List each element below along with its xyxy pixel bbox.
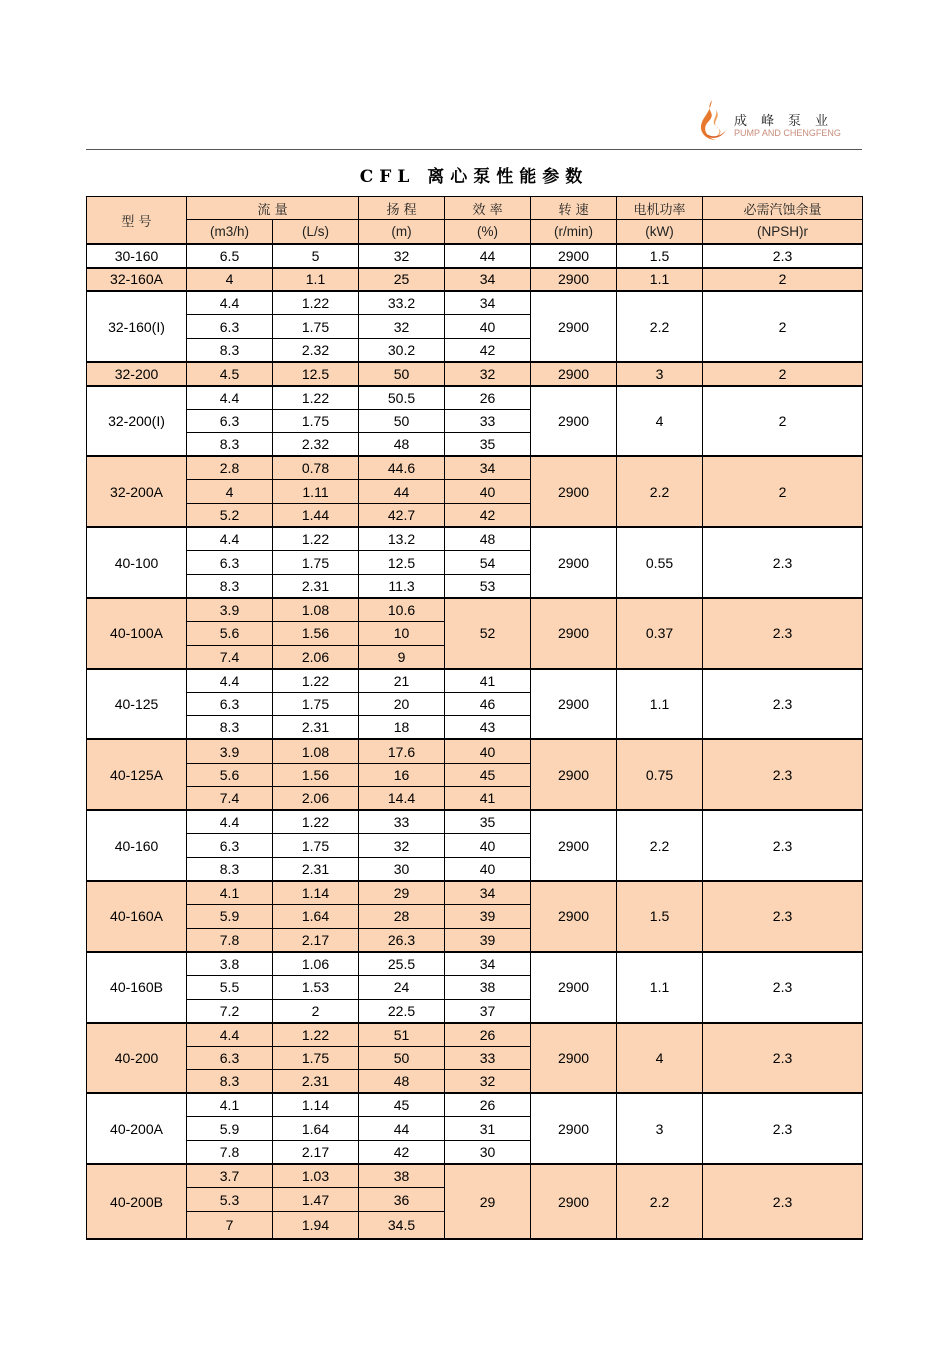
speed-cell: 2900: [531, 881, 617, 952]
model-cell: 32-200A: [87, 456, 187, 527]
flow-m3h-cell: 4: [187, 268, 273, 292]
company-name-cn: 成峰泵业: [734, 114, 843, 129]
flame-logo-icon: [696, 98, 730, 144]
flow-ls-cell: 2.06: [273, 645, 359, 669]
header-power: 电机功率: [617, 197, 703, 220]
header-speed: 转 速: [531, 197, 617, 220]
head-cell: 25.5: [359, 952, 445, 976]
speed-cell: 2900: [531, 268, 617, 292]
flow-m3h-cell: 4.1: [187, 1093, 273, 1117]
npsh-cell: 2.3: [703, 881, 863, 952]
model-group: [87, 952, 863, 1023]
header-npsh: 必需汽蚀余量: [703, 197, 863, 220]
header-flow: 流 量: [187, 197, 359, 220]
efficiency-cell: 32: [445, 362, 531, 386]
flow-ls-cell: 1.08: [273, 598, 359, 622]
power-cell: 1.1: [617, 952, 703, 1023]
efficiency-cell: 32: [445, 1070, 531, 1094]
head-cell: 16: [359, 763, 445, 787]
efficiency-cell: 33: [445, 1046, 531, 1070]
npsh-cell: 2: [703, 291, 863, 362]
header-npsh-unit: (NPSH)r: [703, 220, 863, 245]
flow-ls-cell: 1.22: [273, 1023, 359, 1047]
flow-ls-cell: 2.32: [273, 338, 359, 362]
header-head: 扬 程: [359, 197, 445, 220]
speed-cell: 2900: [531, 291, 617, 362]
flow-ls-cell: 1.56: [273, 622, 359, 646]
head-cell: 13.2: [359, 527, 445, 551]
head-cell: 48: [359, 433, 445, 457]
efficiency-cell: 35: [445, 433, 531, 457]
flow-ls-cell: 1.1: [273, 268, 359, 292]
npsh-cell: 2.3: [703, 1164, 863, 1239]
head-cell: 42.7: [359, 504, 445, 528]
efficiency-cell: 34: [445, 268, 531, 292]
efficiency-cell: 40: [445, 857, 531, 881]
model-group: [87, 527, 863, 598]
flow-m3h-cell: 5.3: [187, 1188, 273, 1212]
efficiency-cell: 26: [445, 1023, 531, 1047]
flow-m3h-cell: 4.4: [187, 386, 273, 410]
table-row: [87, 1164, 863, 1188]
flow-m3h-cell: 5.9: [187, 1117, 273, 1141]
npsh-cell: 2.3: [703, 598, 863, 669]
speed-cell: 2900: [531, 244, 617, 268]
speed-cell: 2900: [531, 739, 617, 810]
header-eff-unit: (%): [445, 220, 531, 245]
model-cell: 40-160: [87, 810, 187, 881]
efficiency-cell: 42: [445, 338, 531, 362]
table-row: [87, 362, 863, 386]
flow-m3h-cell: 4.4: [187, 669, 273, 693]
efficiency-cell: 40: [445, 480, 531, 504]
flow-m3h-cell: 6.3: [187, 1046, 273, 1070]
efficiency-cell: 39: [445, 905, 531, 929]
table-row: [87, 598, 863, 622]
head-cell: 48: [359, 1070, 445, 1094]
power-cell: 1.5: [617, 881, 703, 952]
head-cell: 38: [359, 1164, 445, 1188]
efficiency-cell: 45: [445, 763, 531, 787]
flow-ls-cell: 1.53: [273, 975, 359, 999]
head-cell: 42: [359, 1141, 445, 1165]
flow-ls-cell: 1.22: [273, 527, 359, 551]
efficiency-cell: 41: [445, 787, 531, 811]
flow-ls-cell: 1.47: [273, 1188, 359, 1212]
flow-m3h-cell: 8.3: [187, 1070, 273, 1094]
efficiency-cell: 53: [445, 574, 531, 598]
efficiency-cell: 40: [445, 834, 531, 858]
head-cell: 50: [359, 1046, 445, 1070]
head-cell: 33.2: [359, 291, 445, 315]
header-power-unit: (kW): [617, 220, 703, 245]
head-cell: 26.3: [359, 928, 445, 952]
table-row: [87, 1093, 863, 1117]
efficiency-cell: 34: [445, 456, 531, 480]
speed-cell: 2900: [531, 598, 617, 669]
efficiency-cell: 43: [445, 716, 531, 740]
flow-m3h-cell: 3.8: [187, 952, 273, 976]
npsh-cell: 2.3: [703, 739, 863, 810]
power-cell: 0.75: [617, 739, 703, 810]
head-cell: 29: [359, 881, 445, 905]
head-cell: 32: [359, 315, 445, 339]
efficiency-cell: 42: [445, 504, 531, 528]
flow-m3h-cell: 7.4: [187, 787, 273, 811]
model-cell: 40-100A: [87, 598, 187, 669]
model-cell: 32-200: [87, 362, 187, 386]
flow-m3h-cell: 6.3: [187, 834, 273, 858]
header-flow-unit-ls: (L/s): [273, 220, 359, 245]
power-cell: 2.2: [617, 456, 703, 527]
power-cell: 4: [617, 1023, 703, 1094]
flow-m3h-cell: 5.6: [187, 763, 273, 787]
head-cell: 33: [359, 810, 445, 834]
npsh-cell: 2.3: [703, 244, 863, 268]
flow-m3h-cell: 8.3: [187, 857, 273, 881]
table-row: [87, 456, 863, 480]
npsh-cell: 2.3: [703, 527, 863, 598]
table-row: [87, 669, 863, 693]
speed-cell: 2900: [531, 952, 617, 1023]
flow-ls-cell: 1.75: [273, 551, 359, 575]
head-cell: 45: [359, 1093, 445, 1117]
flow-ls-cell: 2: [273, 999, 359, 1023]
model-group: [87, 1164, 863, 1239]
flow-m3h-cell: 4.4: [187, 527, 273, 551]
flow-ls-cell: 1.94: [273, 1211, 359, 1239]
speed-cell: 2900: [531, 362, 617, 386]
npsh-cell: 2.3: [703, 1023, 863, 1094]
flow-m3h-cell: 3.9: [187, 739, 273, 763]
flow-m3h-cell: 4.5: [187, 362, 273, 386]
speed-cell: 2900: [531, 810, 617, 881]
page-title: CFL 离心泵性能参数: [359, 167, 589, 187]
table-row: [87, 291, 863, 315]
model-cell: 32-160(I): [87, 291, 187, 362]
speed-cell: 2900: [531, 669, 617, 740]
flow-ls-cell: 1.22: [273, 810, 359, 834]
flow-ls-cell: 1.75: [273, 1046, 359, 1070]
npsh-cell: 2: [703, 268, 863, 292]
flow-m3h-cell: 7.8: [187, 928, 273, 952]
model-group: [87, 598, 863, 669]
model-group: [87, 669, 863, 740]
flow-ls-cell: 1.64: [273, 905, 359, 929]
head-cell: 50: [359, 362, 445, 386]
power-cell: 2.2: [617, 1164, 703, 1239]
efficiency-cell: 33: [445, 409, 531, 433]
head-cell: 25: [359, 268, 445, 292]
speed-cell: 2900: [531, 1164, 617, 1239]
efficiency-cell: 35: [445, 810, 531, 834]
power-cell: 1.5: [617, 244, 703, 268]
efficiency-cell: 40: [445, 315, 531, 339]
header-speed-unit: (r/min): [531, 220, 617, 245]
head-cell: 14.4: [359, 787, 445, 811]
npsh-cell: 2: [703, 362, 863, 386]
model-cell: 40-125: [87, 669, 187, 740]
flow-m3h-cell: 8.3: [187, 433, 273, 457]
table-row: [87, 386, 863, 410]
head-cell: 20: [359, 692, 445, 716]
table-row: [87, 810, 863, 834]
efficiency-cell: 26: [445, 1093, 531, 1117]
head-cell: 24: [359, 975, 445, 999]
flow-m3h-cell: 5.5: [187, 975, 273, 999]
power-cell: 1.1: [617, 669, 703, 740]
flow-m3h-cell: 6.5: [187, 244, 273, 268]
flow-ls-cell: 1.14: [273, 1093, 359, 1117]
efficiency-cell: 39: [445, 928, 531, 952]
table-row: [87, 952, 863, 976]
company-logo: [696, 98, 866, 144]
npsh-cell: 2: [703, 386, 863, 457]
flow-ls-cell: 2.31: [273, 574, 359, 598]
performance-table: [86, 196, 863, 1240]
npsh-cell: 2.3: [703, 952, 863, 1023]
flow-ls-cell: 2.06: [273, 787, 359, 811]
speed-cell: 2900: [531, 456, 617, 527]
flow-m3h-cell: 5.6: [187, 622, 273, 646]
flow-m3h-cell: 6.3: [187, 551, 273, 575]
head-cell: 10: [359, 622, 445, 646]
model-cell: 40-200: [87, 1023, 187, 1094]
flow-m3h-cell: 6.3: [187, 315, 273, 339]
model-cell: 30-160: [87, 244, 187, 268]
flow-m3h-cell: 7.4: [187, 645, 273, 669]
power-cell: 3: [617, 1093, 703, 1164]
flow-ls-cell: 2.32: [273, 433, 359, 457]
model-group: [87, 456, 863, 527]
flow-ls-cell: 1.56: [273, 763, 359, 787]
header-model: 型 号: [87, 197, 187, 245]
speed-cell: 2900: [531, 1093, 617, 1164]
model-cell: 40-200A: [87, 1093, 187, 1164]
power-cell: 4: [617, 386, 703, 457]
model-group: [87, 244, 863, 268]
table-row: [87, 268, 863, 292]
efficiency-cell: 37: [445, 999, 531, 1023]
model-group: [87, 291, 863, 362]
flow-m3h-cell: 8.3: [187, 716, 273, 740]
efficiency-cell: 46: [445, 692, 531, 716]
efficiency-cell: 38: [445, 975, 531, 999]
efficiency-cell: 48: [445, 527, 531, 551]
model-cell: 40-160A: [87, 881, 187, 952]
flow-ls-cell: 1.06: [273, 952, 359, 976]
head-cell: 32: [359, 834, 445, 858]
flow-m3h-cell: 7: [187, 1211, 273, 1239]
flow-ls-cell: 2.31: [273, 716, 359, 740]
table-header: [87, 197, 863, 245]
model-cell: 40-125A: [87, 739, 187, 810]
flow-m3h-cell: 4.1: [187, 881, 273, 905]
efficiency-cell: 34: [445, 952, 531, 976]
header-flow-unit-m3h: (m3/h): [187, 220, 273, 245]
npsh-cell: 2.3: [703, 810, 863, 881]
model-cell: 40-160B: [87, 952, 187, 1023]
speed-cell: 2900: [531, 1023, 617, 1094]
model-cell: 40-200B: [87, 1164, 187, 1239]
company-name-en: PUMP AND CHENGFENG: [734, 128, 841, 138]
head-cell: 30: [359, 857, 445, 881]
head-cell: 17.6: [359, 739, 445, 763]
model-group: [87, 362, 863, 386]
flow-ls-cell: 1.08: [273, 739, 359, 763]
flow-m3h-cell: 5.9: [187, 905, 273, 929]
power-cell: 0.37: [617, 598, 703, 669]
flow-ls-cell: 1.75: [273, 834, 359, 858]
flow-m3h-cell: 5.2: [187, 504, 273, 528]
table-row: [87, 527, 863, 551]
head-cell: 9: [359, 645, 445, 669]
flow-ls-cell: 1.14: [273, 881, 359, 905]
flow-m3h-cell: 2.8: [187, 456, 273, 480]
flow-m3h-cell: 7.2: [187, 999, 273, 1023]
efficiency-cell: 34: [445, 881, 531, 905]
head-cell: 10.6: [359, 598, 445, 622]
flow-ls-cell: 1.22: [273, 669, 359, 693]
efficiency-cell: 44: [445, 244, 531, 268]
efficiency-cell: 41: [445, 669, 531, 693]
table-row: [87, 739, 863, 763]
head-cell: 36: [359, 1188, 445, 1212]
flow-m3h-cell: 4.4: [187, 291, 273, 315]
head-cell: 30.2: [359, 338, 445, 362]
npsh-cell: 2.3: [703, 1093, 863, 1164]
efficiency-cell: 26: [445, 386, 531, 410]
head-cell: 11.3: [359, 574, 445, 598]
power-cell: 0.55: [617, 527, 703, 598]
model-group: [87, 1093, 863, 1164]
power-cell: 2.2: [617, 291, 703, 362]
flow-ls-cell: 1.44: [273, 504, 359, 528]
model-group: [87, 1023, 863, 1094]
flow-ls-cell: 2.31: [273, 857, 359, 881]
efficiency-cell: 31: [445, 1117, 531, 1141]
flow-ls-cell: 2.17: [273, 928, 359, 952]
model-cell: 40-100: [87, 527, 187, 598]
flow-m3h-cell: 8.3: [187, 338, 273, 362]
flow-ls-cell: 1.75: [273, 315, 359, 339]
model-group: [87, 739, 863, 810]
efficiency-cell: 40: [445, 739, 531, 763]
efficiency-cell: 34: [445, 291, 531, 315]
efficiency-cell: 29: [445, 1164, 531, 1239]
model-cell: 32-200(I): [87, 386, 187, 457]
flow-ls-cell: 1.11: [273, 480, 359, 504]
flow-ls-cell: 1.64: [273, 1117, 359, 1141]
flow-m3h-cell: 7.8: [187, 1141, 273, 1165]
model-group: [87, 810, 863, 881]
head-cell: 12.5: [359, 551, 445, 575]
head-cell: 44.6: [359, 456, 445, 480]
head-cell: 50.5: [359, 386, 445, 410]
flow-m3h-cell: 8.3: [187, 574, 273, 598]
speed-cell: 2900: [531, 386, 617, 457]
flow-ls-cell: 1.75: [273, 409, 359, 433]
header-head-unit: (m): [359, 220, 445, 245]
flow-ls-cell: 1.22: [273, 386, 359, 410]
head-cell: 34.5: [359, 1211, 445, 1239]
header-divider: [86, 149, 862, 150]
flow-m3h-cell: 3.9: [187, 598, 273, 622]
table-row: [87, 881, 863, 905]
flow-m3h-cell: 4: [187, 480, 273, 504]
model-group: [87, 881, 863, 952]
table-row: [87, 244, 863, 268]
power-cell: 2.2: [617, 810, 703, 881]
head-cell: 44: [359, 1117, 445, 1141]
flow-m3h-cell: 4.4: [187, 810, 273, 834]
flow-ls-cell: 5: [273, 244, 359, 268]
flow-ls-cell: 0.78: [273, 456, 359, 480]
flow-ls-cell: 1.03: [273, 1164, 359, 1188]
head-cell: 51: [359, 1023, 445, 1047]
flow-ls-cell: 2.17: [273, 1141, 359, 1165]
head-cell: 18: [359, 716, 445, 740]
header-efficiency: 效 率: [445, 197, 531, 220]
flow-m3h-cell: 6.3: [187, 409, 273, 433]
flow-ls-cell: 1.75: [273, 692, 359, 716]
power-cell: 1.1: [617, 268, 703, 292]
head-cell: 28: [359, 905, 445, 929]
model-group: [87, 268, 863, 292]
head-cell: 32: [359, 244, 445, 268]
head-cell: 21: [359, 669, 445, 693]
flow-ls-cell: 1.22: [273, 291, 359, 315]
head-cell: 22.5: [359, 999, 445, 1023]
efficiency-cell: 54: [445, 551, 531, 575]
efficiency-cell: 52: [445, 598, 531, 669]
speed-cell: 2900: [531, 527, 617, 598]
table-row: [87, 1023, 863, 1047]
npsh-cell: 2: [703, 456, 863, 527]
efficiency-cell: 30: [445, 1141, 531, 1165]
flow-ls-cell: 12.5: [273, 362, 359, 386]
model-cell: 32-160A: [87, 268, 187, 292]
head-cell: 50: [359, 409, 445, 433]
npsh-cell: 2.3: [703, 669, 863, 740]
flow-m3h-cell: 6.3: [187, 692, 273, 716]
flow-m3h-cell: 3.7: [187, 1164, 273, 1188]
flow-ls-cell: 2.31: [273, 1070, 359, 1094]
power-cell: 3: [617, 362, 703, 386]
head-cell: 44: [359, 480, 445, 504]
flow-m3h-cell: 4.4: [187, 1023, 273, 1047]
model-group: [87, 386, 863, 457]
